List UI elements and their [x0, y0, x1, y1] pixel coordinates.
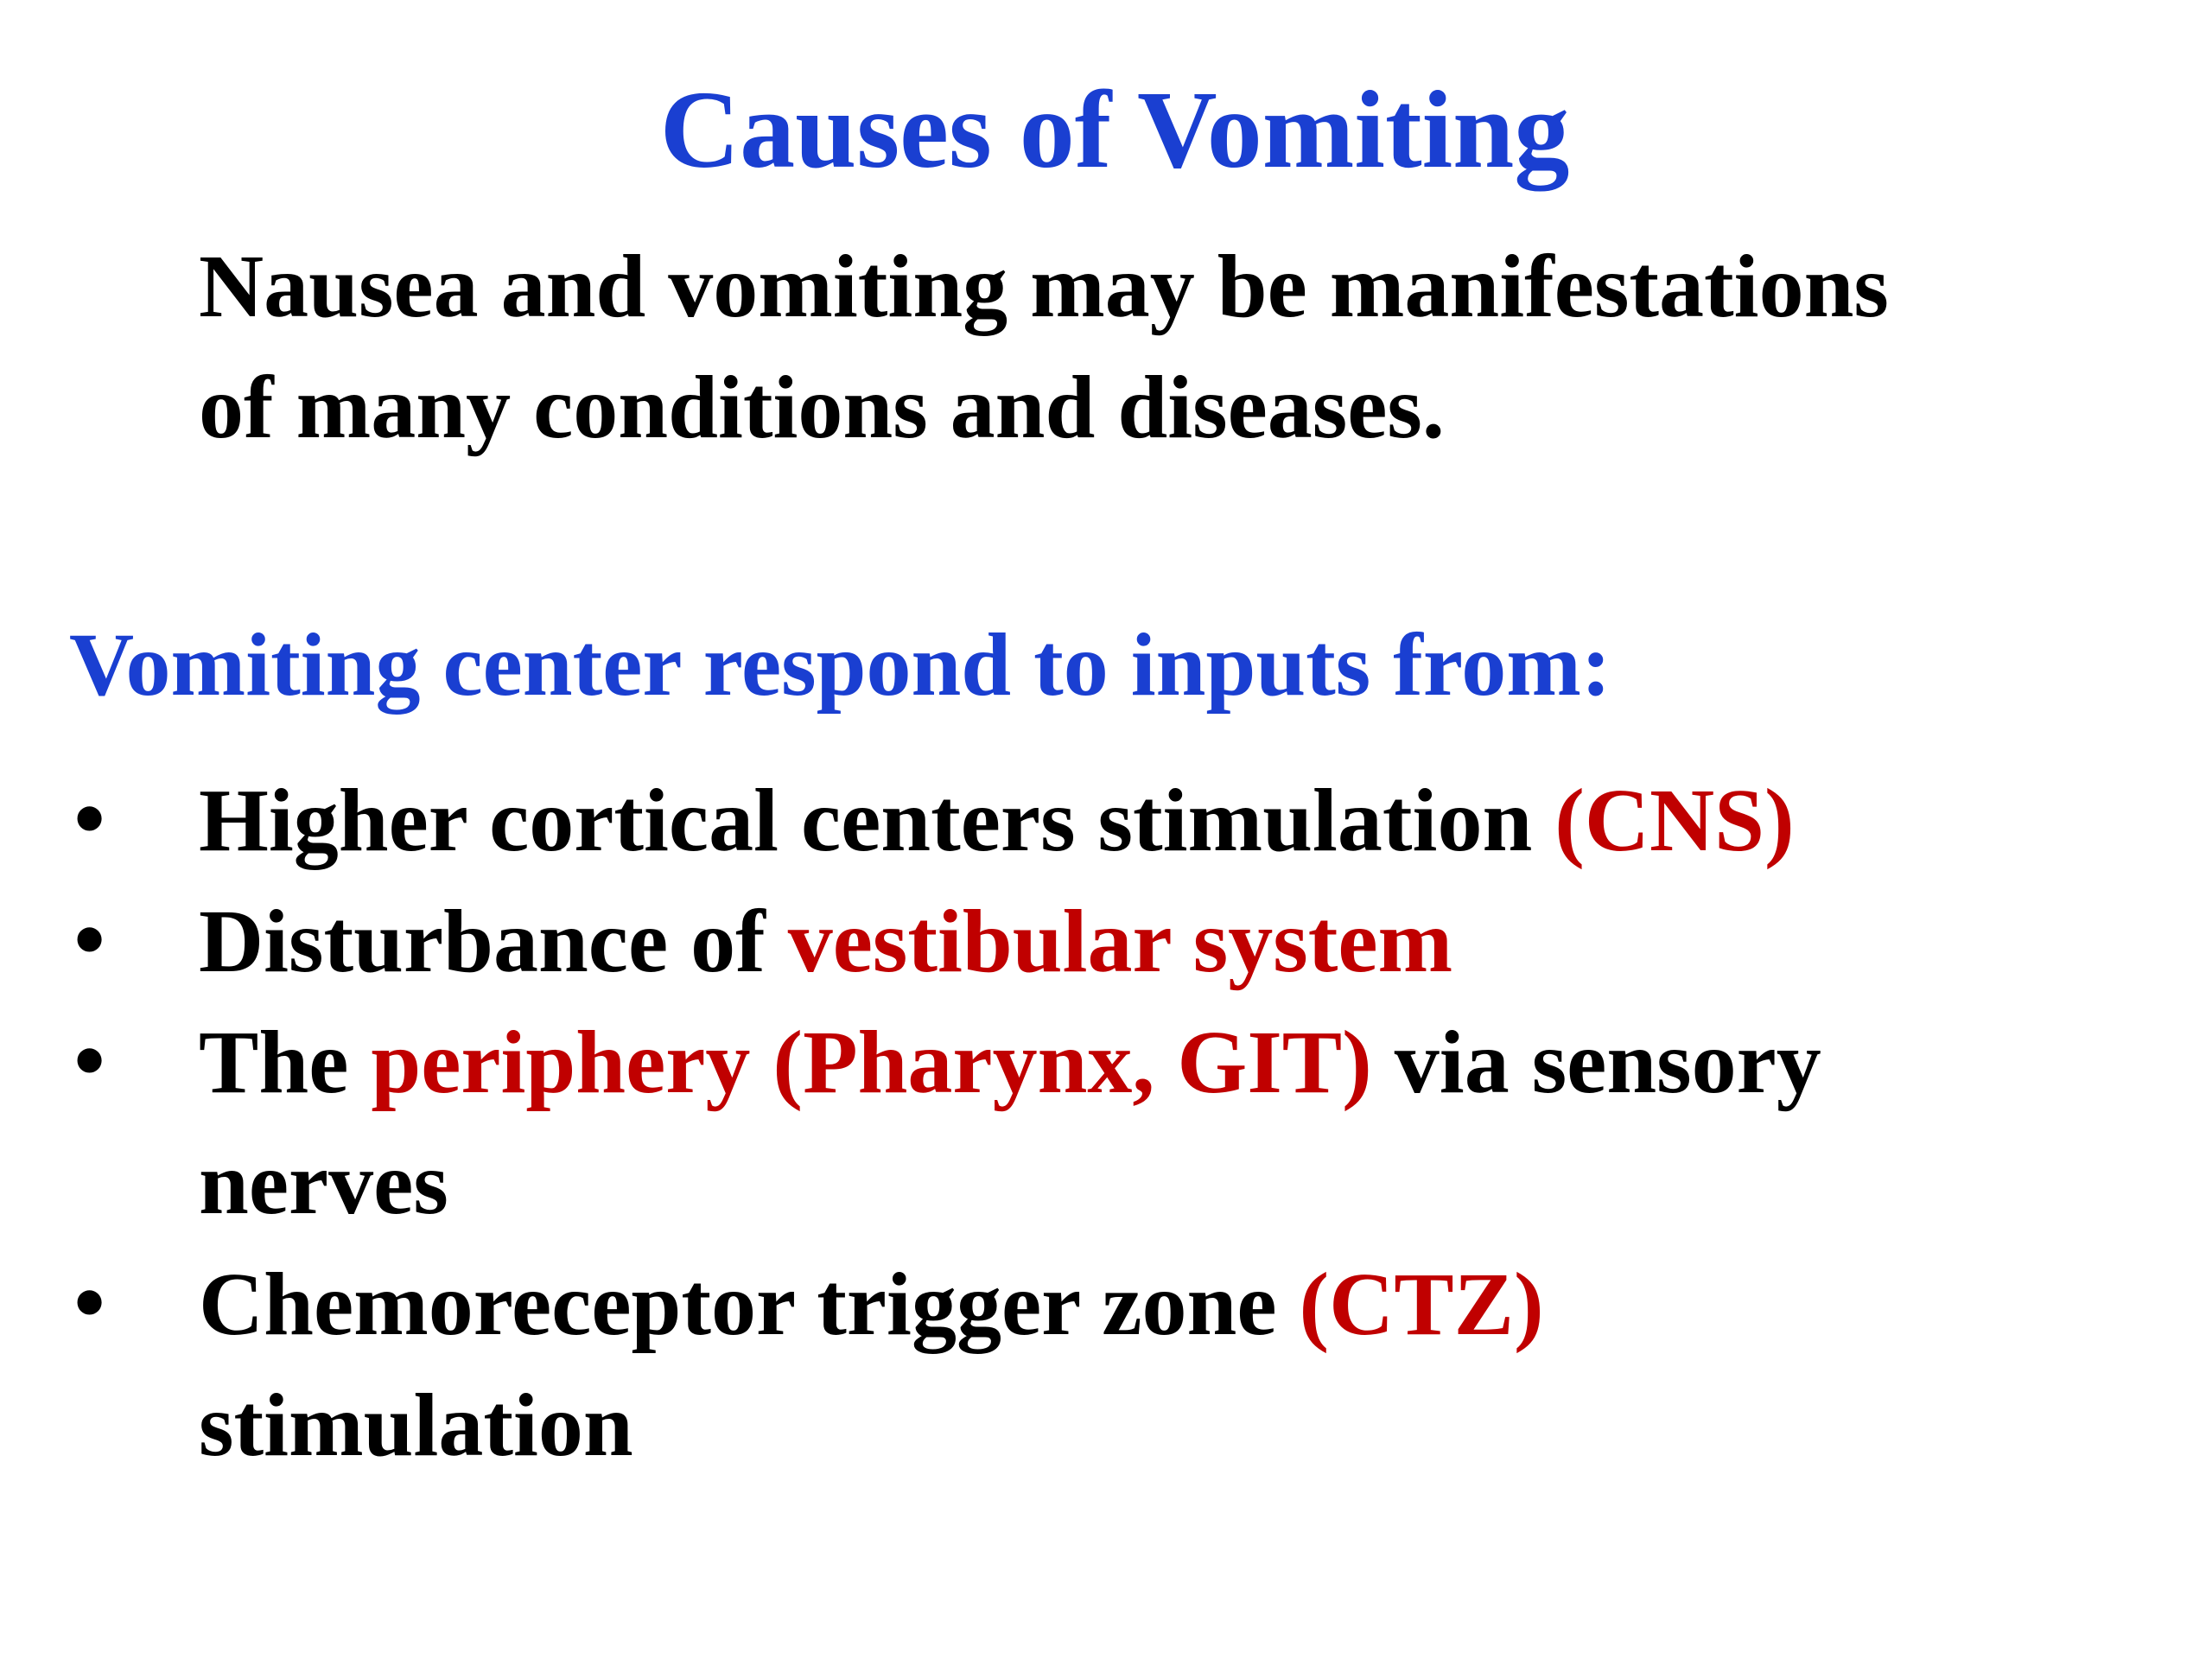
- bullet-text: Higher cortical centers stimulation: [199, 771, 1555, 870]
- list-item-periphery: [0, 1002, 1821, 1244]
- bullet-highlight: (CTZ): [1299, 1255, 1544, 1354]
- slide-title: Causes of Vomiting: [659, 68, 1570, 191]
- bullet-icon: •: [67, 901, 112, 982]
- bullet-icon: •: [67, 1022, 112, 1103]
- bullet-icon: •: [67, 780, 112, 861]
- list-item-vestibular: [0, 881, 1821, 1002]
- list-item-cns: [0, 760, 1821, 881]
- bullet-text-after: via sensory: [1371, 1013, 1821, 1112]
- bullet-line-1: [199, 1244, 1821, 1365]
- list-item-ctz: [0, 1244, 1821, 1486]
- intro-line-1: Nausea and vomiting may be manifestations: [199, 237, 1889, 336]
- bullet-line-2: stimulation: [199, 1376, 633, 1475]
- bullet-line-1: [199, 1002, 1821, 1123]
- bullet-highlight: (CNS): [1554, 771, 1795, 870]
- bullet-text: Disturbance of: [199, 892, 788, 991]
- bullet-text: The: [199, 1013, 372, 1112]
- bullet-icon: •: [67, 1264, 112, 1344]
- section-subheading: Vomiting center respond to inputs from:: [69, 615, 1611, 715]
- bullet-highlight: vestibular system: [787, 892, 1453, 991]
- intro-paragraph: [199, 226, 2186, 468]
- bullet-highlight: periphery (Pharynx, GIT): [371, 1013, 1372, 1112]
- intro-line-2: of many conditions and diseases.: [199, 358, 1445, 457]
- bullet-text: Chemoreceptor trigger zone: [199, 1255, 1300, 1354]
- bullet-line-2: nerves: [199, 1134, 448, 1233]
- causes-list: [0, 760, 1821, 1486]
